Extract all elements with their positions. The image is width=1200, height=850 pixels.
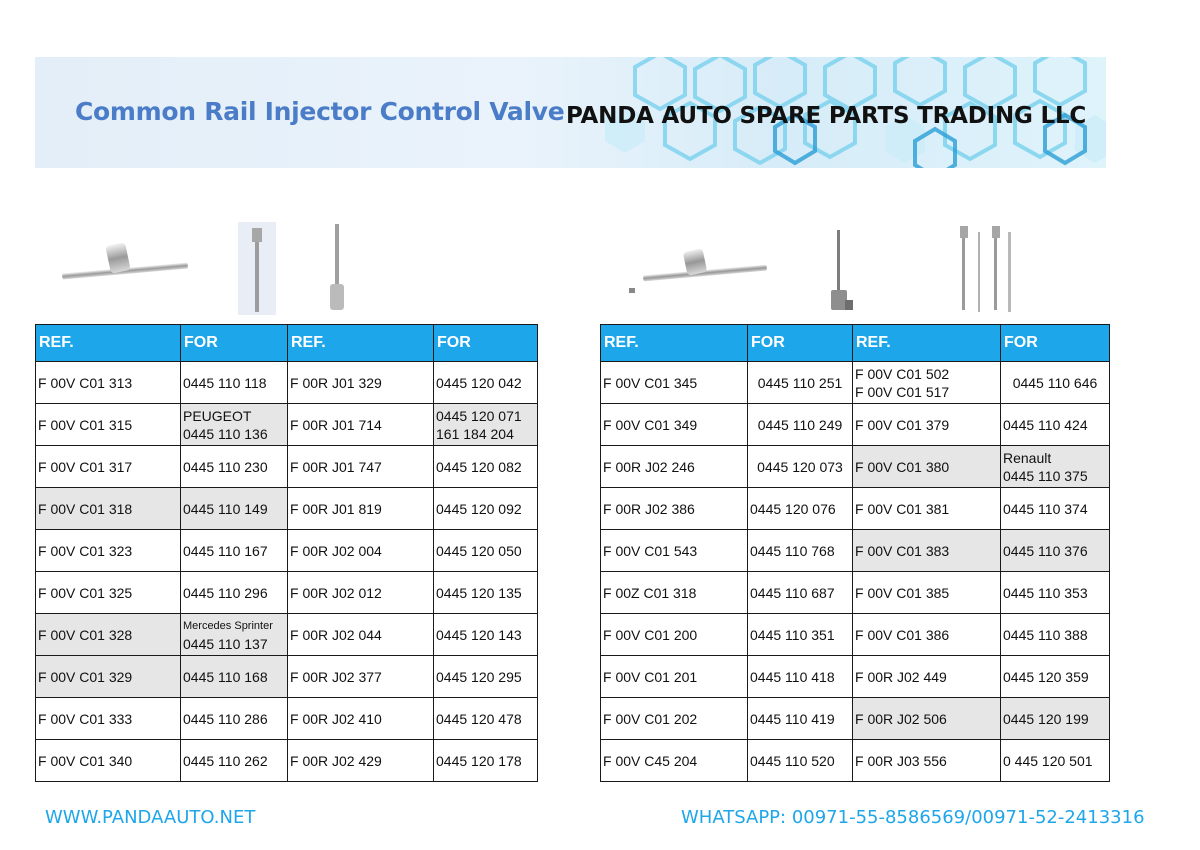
for-cell: 0445 110 418: [748, 656, 853, 698]
table-row: [36, 698, 538, 740]
for-cell: 0445 110 149: [181, 488, 288, 530]
ref-cell: F 00V C01 201: [601, 656, 748, 698]
for-cell: 0445 120 042: [434, 362, 538, 404]
for-cell: 0445 110 374: [1001, 488, 1110, 530]
column-header-ref: REF.: [853, 325, 1001, 362]
table-row: [601, 404, 1110, 446]
ref-cell: F 00R J02 004: [288, 530, 434, 572]
for-cell: 0445 110 419: [748, 698, 853, 740]
for-cell: 0445 120 143: [434, 614, 538, 656]
for-cell: 0445 120 135: [434, 572, 538, 614]
ref-cell: F 00V C45 204: [601, 740, 748, 782]
control-valve-with-seat-image: [825, 228, 855, 316]
for-cell: 0445 110 167: [181, 530, 288, 572]
ref-cell: F 00V C01 200: [601, 614, 748, 656]
ref-cell: F 00R J02 429: [288, 740, 434, 782]
table-row: [36, 740, 538, 782]
table-row: [601, 656, 1110, 698]
for-cell: [434, 404, 538, 446]
control-valve-set-image: [948, 222, 1023, 315]
for-cell: [1001, 446, 1110, 488]
ref-cell: F 00R J02 044: [288, 614, 434, 656]
for-cell: 0445 120 050: [434, 530, 538, 572]
for-cell: 0445 110 251: [748, 362, 853, 404]
for-cell: 0445 110 262: [181, 740, 288, 782]
right-parts-table: [600, 324, 1110, 782]
ref-cell: F 00V C01 381: [853, 488, 1001, 530]
table-row: [36, 404, 538, 446]
for-cell: 0445 110 118: [181, 362, 288, 404]
ref-cell: [853, 362, 1001, 404]
ref-cell: F 00R J02 449: [853, 656, 1001, 698]
for-cell: 0445 110 646: [1001, 362, 1110, 404]
for-cell: 0445 120 199: [1001, 698, 1110, 740]
table-row: [601, 614, 1110, 656]
for-cell: 0445 110 353: [1001, 572, 1110, 614]
ref-cell: F 00V C01 386: [853, 614, 1001, 656]
whatsapp-contact[interactable]: WHATSAPP: 00971-55-8586569/00971-52-2413316: [681, 807, 1145, 828]
table-row: [36, 446, 538, 488]
column-header-ref: REF.: [601, 325, 748, 362]
table-row: [36, 530, 538, 572]
ref-cell: F 00V C01 202: [601, 698, 748, 740]
for-line: 0445 110 137: [183, 635, 268, 652]
website-link[interactable]: WWW.PANDAAUTO.NET: [45, 807, 256, 828]
for-cell: 0445 110 687: [748, 572, 853, 614]
control-valve-stem-image: [322, 222, 352, 315]
table-row: [36, 572, 538, 614]
ref-cell: F 00V C01 340: [36, 740, 181, 782]
for-cell: 0445 110 296: [181, 572, 288, 614]
for-cell: 0445 110 230: [181, 446, 288, 488]
for-cell: 0445 120 295: [434, 656, 538, 698]
table-row: [601, 362, 1110, 404]
ref-cell: F 00V C01 543: [601, 530, 748, 572]
ref-cell: F 00V C01 328: [36, 614, 181, 656]
ref-cell: F 00V C01 380: [853, 446, 1001, 488]
column-header-for: FOR: [181, 325, 288, 362]
ref-line: F 00V C01 502 F 00V C01 517: [855, 365, 950, 400]
for-line: PEUGEOT 0445 110 136: [183, 407, 268, 442]
ref-cell: F 00V C01 345: [601, 362, 748, 404]
control-valve-horizontal-image: [58, 230, 193, 290]
ref-cell: F 00R J01 714: [288, 404, 434, 446]
ref-cell: F 00R J02 377: [288, 656, 434, 698]
column-header-ref: REF.: [36, 325, 181, 362]
ref-cell: F 00R J02 506: [853, 698, 1001, 740]
table-row: [601, 446, 1110, 488]
column-header-for: FOR: [1001, 325, 1110, 362]
table-header-row: [36, 325, 538, 362]
table-row: [36, 362, 538, 404]
for-cell: 0445 110 286: [181, 698, 288, 740]
ref-cell: F 00V C01 385: [853, 572, 1001, 614]
ref-cell: F 00R J01 329: [288, 362, 434, 404]
for-cell: 0445 110 388: [1001, 614, 1110, 656]
control-valve-horizontal-image-2: [625, 240, 770, 296]
for-cell: 0445 120 092: [434, 488, 538, 530]
for-cell: 0445 120 178: [434, 740, 538, 782]
ref-cell: F 00R J02 012: [288, 572, 434, 614]
for-cell: 0445 120 082: [434, 446, 538, 488]
column-header-for: FOR: [434, 325, 538, 362]
column-header-ref: REF.: [288, 325, 434, 362]
for-cell: 0445 110 168: [181, 656, 288, 698]
ref-cell: F 00Z C01 318: [601, 572, 748, 614]
left-parts-table: [35, 324, 538, 782]
control-valve-vertical-image: [238, 222, 276, 315]
ref-cell: F 00R J02 246: [601, 446, 748, 488]
table-row: [601, 530, 1110, 572]
for-cell: 0445 120 073: [748, 446, 853, 488]
for-cell: 0445 120 359: [1001, 656, 1110, 698]
ref-cell: F 00V C01 318: [36, 488, 181, 530]
page-title: Common Rail Injector Control Valve: [75, 97, 565, 126]
table-row: [36, 614, 538, 656]
table-row: [36, 488, 538, 530]
for-cell: 0445 110 424: [1001, 404, 1110, 446]
for-line: Renault 0445 110 375: [1003, 449, 1088, 484]
table-row: [601, 698, 1110, 740]
header-banner: [35, 57, 1106, 168]
table-row: [601, 740, 1110, 782]
column-header-for: FOR: [748, 325, 853, 362]
table-header-row: [601, 325, 1110, 362]
for-cell: 0 445 120 501: [1001, 740, 1110, 782]
for-cell: 0445 120 478: [434, 698, 538, 740]
for-cell: 0445 110 768: [748, 530, 853, 572]
vehicle-label: Mercedes Sprinter: [183, 619, 273, 632]
ref-cell: F 00V C01 379: [853, 404, 1001, 446]
ref-cell: F 00V C01 315: [36, 404, 181, 446]
ref-cell: F 00V C01 349: [601, 404, 748, 446]
table-row: [601, 488, 1110, 530]
ref-cell: F 00V C01 329: [36, 656, 181, 698]
ref-cell: F 00V C01 325: [36, 572, 181, 614]
for-cell: [181, 614, 288, 656]
ref-cell: F 00R J01 819: [288, 488, 434, 530]
ref-cell: F 00V C01 313: [36, 362, 181, 404]
table-row: [601, 572, 1110, 614]
ref-cell: F 00V C01 323: [36, 530, 181, 572]
company-name: PANDA AUTO SPARE PARTS TRADING LLC: [566, 103, 1087, 129]
for-line: 0445 120 071 161 184 204: [436, 407, 522, 442]
for-cell: 0445 110 249: [748, 404, 853, 446]
for-cell: 0445 110 351: [748, 614, 853, 656]
ref-cell: F 00R J03 556: [853, 740, 1001, 782]
ref-cell: F 00V C01 383: [853, 530, 1001, 572]
ref-cell: F 00R J02 386: [601, 488, 748, 530]
ref-cell: F 00V C01 333: [36, 698, 181, 740]
for-cell: 0445 120 076: [748, 488, 853, 530]
for-cell: [181, 404, 288, 446]
ref-cell: F 00R J01 747: [288, 446, 434, 488]
ref-cell: F 00V C01 317: [36, 446, 181, 488]
for-cell: 0445 110 520: [748, 740, 853, 782]
ref-cell: F 00R J02 410: [288, 698, 434, 740]
table-row: [36, 656, 538, 698]
for-cell: 0445 110 376: [1001, 530, 1110, 572]
